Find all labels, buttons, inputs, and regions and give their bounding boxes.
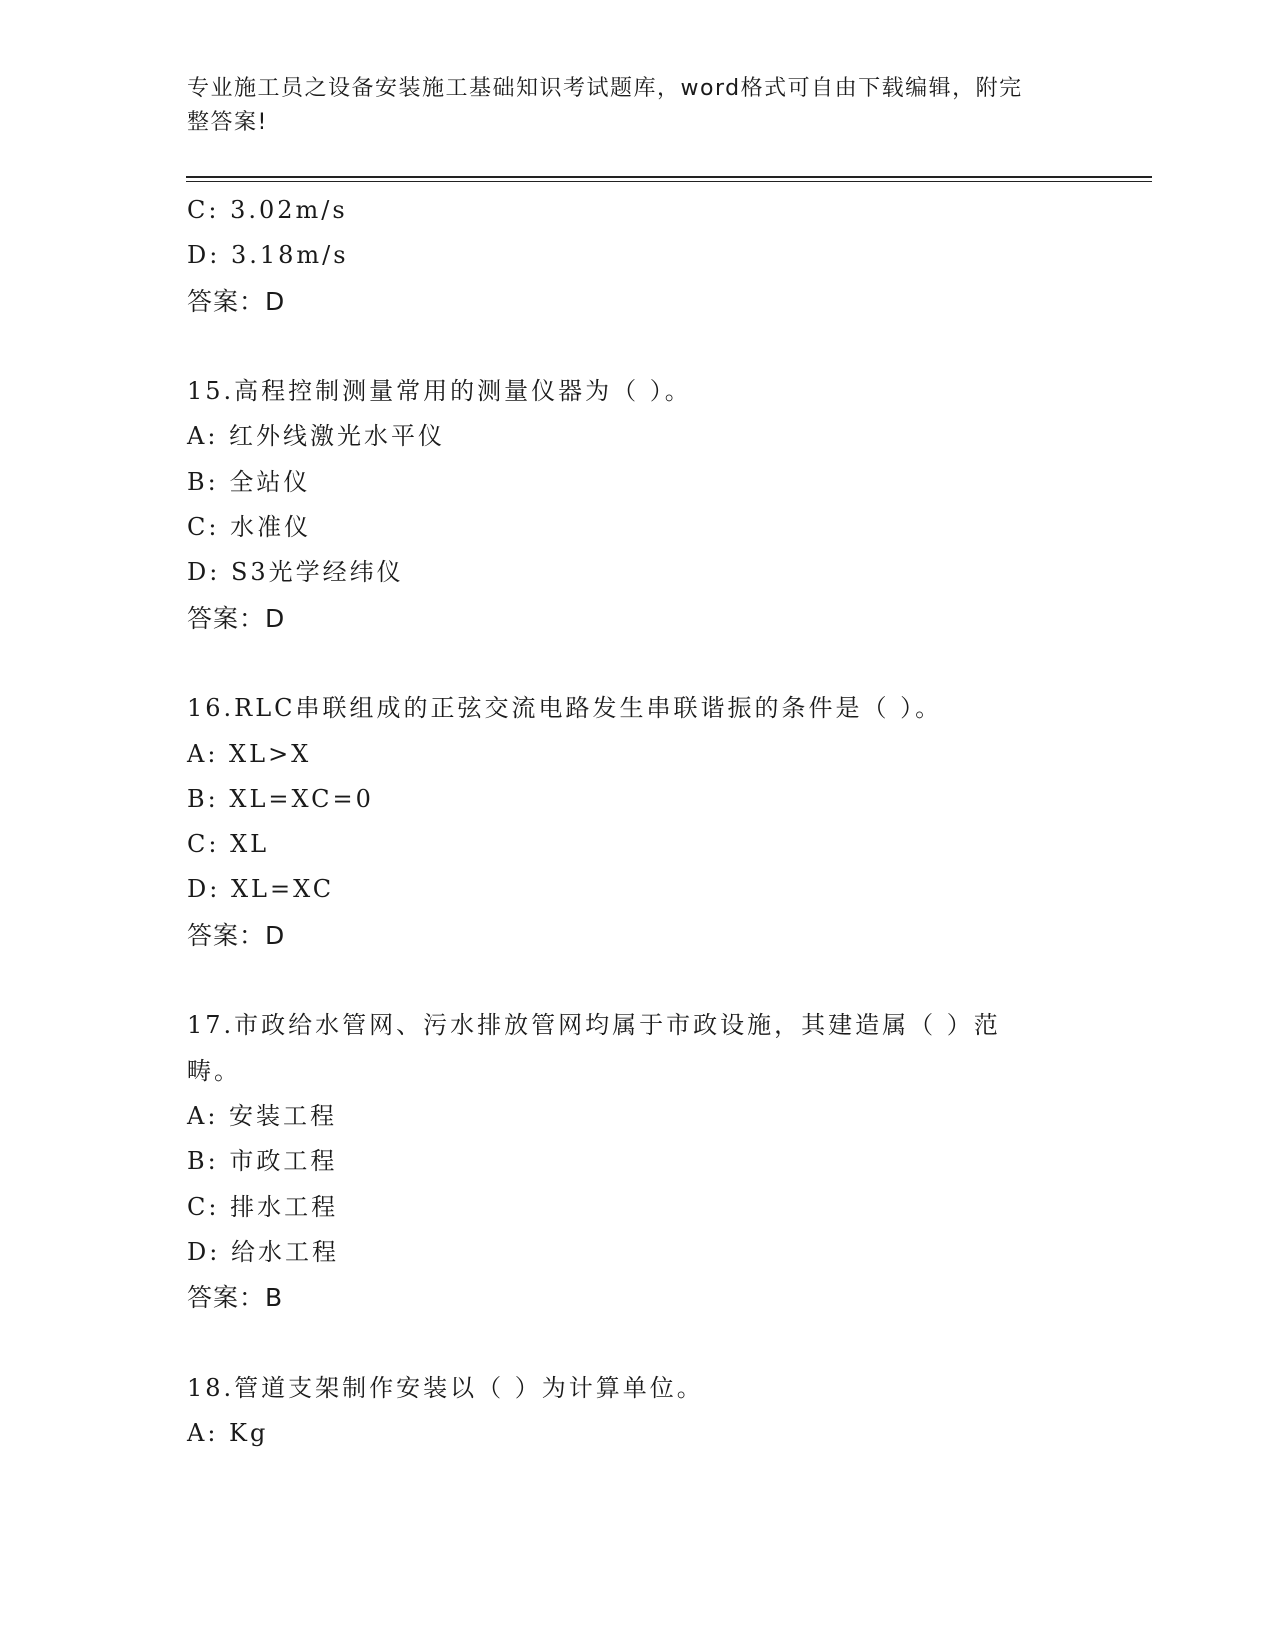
option-c: C: 水准仪	[187, 513, 312, 542]
question-17	[187, 1003, 1087, 1320]
option-a: A: Kg	[187, 1419, 269, 1448]
header-line-2: 整答案!	[187, 110, 268, 135]
answer-line: 答案：D	[187, 920, 286, 950]
option-c: C: 3.02m/s	[187, 196, 348, 224]
question-stem: 16.RLC串联组成的正弦交流电路发生串联谐振的条件是（ ）。	[187, 694, 943, 723]
option-a: A: 红外线激光水平仪	[187, 422, 446, 451]
document-header	[187, 72, 1067, 140]
option-d: D: S3光学经纬仪	[187, 558, 404, 587]
question-stem-line-2: 畴。	[187, 1056, 241, 1085]
answer-line: 答案：B	[187, 1283, 284, 1313]
question-stem: 15.高程控制测量常用的测量仪器为（ ）。	[187, 377, 692, 406]
answer-line: 答案：D	[187, 603, 286, 633]
option-c: C: XL	[187, 830, 270, 859]
header-divider-thin	[186, 181, 1152, 182]
option-b: B: 市政工程	[187, 1147, 338, 1176]
answer-line: 答案：D	[187, 286, 286, 316]
option-d: D: XL=XC	[187, 875, 335, 904]
question-stem: 18.管道支架制作安装以（ ）为计算单位。	[187, 1373, 704, 1402]
header-divider-thick	[186, 176, 1152, 178]
question-list	[187, 188, 1087, 1456]
header-line-1: 专业施工员之设备安装施工基础知识考试题库，word格式可自由下载编辑，附完	[187, 76, 1023, 101]
question-stem-line-1: 17.市政给水管网、污水排放管网均属于市政设施，其建造属（ ）范	[187, 1011, 1001, 1040]
question-16	[187, 686, 1087, 958]
option-d: D: 给水工程	[187, 1237, 339, 1266]
option-d: D: 3.18m/s	[187, 241, 349, 270]
option-a: A: XL>X	[187, 739, 312, 768]
question-18	[187, 1366, 1087, 1457]
option-c: C: 排水工程	[187, 1192, 339, 1221]
option-b: B: XL=XC=0	[187, 784, 374, 813]
question-15	[187, 369, 1087, 641]
option-a: A: 安装工程	[187, 1101, 338, 1130]
option-b: B: 全站仪	[187, 467, 311, 496]
